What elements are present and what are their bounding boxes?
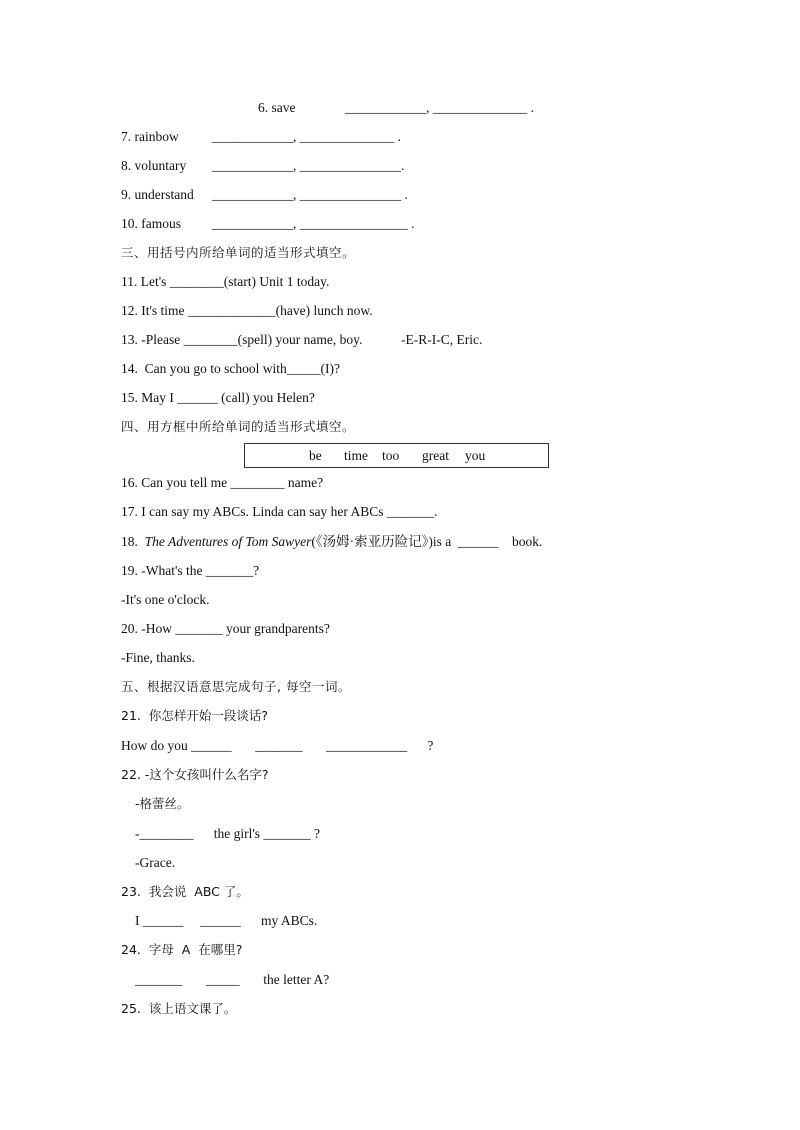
- section-5-heading: 五、根据汉语意思完成句子, 每空一词。: [121, 679, 351, 694]
- question-6-blank: ____________, ______________ .: [345, 100, 534, 115]
- question-10: 10. famous: [121, 216, 181, 231]
- section-3-heading: 三、用括号内所给单词的适当形式填空。: [121, 245, 356, 260]
- question-24: 24. 字母 A 在哪里?: [121, 942, 243, 957]
- question-22-english: -________ the girl's _______ ?: [135, 826, 321, 841]
- word-box-item: too: [382, 448, 400, 463]
- question-14: 14. Can you go to school with_____(I)?: [121, 361, 340, 376]
- question-18-rest: (《汤姆·索亚历险记》)is a ______ book.: [311, 534, 543, 549]
- word-box: [244, 443, 549, 468]
- section-4-heading: 四、用方框中所给单词的适当形式填空。: [121, 419, 356, 434]
- word-box-item: great: [422, 448, 449, 463]
- word-box-item: time: [344, 448, 368, 463]
- question-25: 25. 该上语文课了。: [121, 1001, 237, 1016]
- question-12: 12. It's time _____________(have) lunch now.: [121, 303, 373, 318]
- question-8-blank: ____________, _______________.: [212, 158, 405, 173]
- question-11: 11. Let's ________(start) Unit 1 today.: [121, 274, 330, 289]
- question-13: 13. -Please ________(spell) your name, boy.: [121, 332, 363, 347]
- question-21: 21. 你怎样开始一段谈话?: [121, 708, 268, 723]
- question-18: [121, 533, 542, 551]
- question-22-english-answer: -Grace.: [135, 855, 176, 870]
- question-20-answer: -Fine, thanks.: [121, 650, 195, 665]
- question-22-chinese-answer: -格蕾丝。: [135, 796, 190, 811]
- question-7-blank: ____________, ______________ .: [212, 129, 401, 144]
- question-7: 7. rainbow: [121, 129, 179, 144]
- word-box-item: be: [309, 448, 322, 463]
- question-18-number: 18.: [121, 534, 145, 549]
- question-6: 6. save: [258, 100, 296, 115]
- question-15: 15. May I ______ (call) you Helen?: [121, 390, 315, 405]
- question-20: 20. -How _______ your grandparents?: [121, 621, 330, 636]
- question-9-blank: ____________, _______________ .: [212, 187, 408, 202]
- question-19: 19. -What's the _______?: [121, 563, 260, 578]
- question-22: 22. -这个女孩叫什么名字?: [121, 767, 269, 782]
- question-13-answer: -E-R-I-C, Eric.: [401, 332, 483, 347]
- question-9: 9. understand: [121, 187, 194, 202]
- question-8: 8. voluntary: [121, 158, 187, 173]
- question-16: 16. Can you tell me ________ name?: [121, 475, 324, 490]
- book-title: The Adventures of Tom Sawyer: [144, 534, 312, 549]
- question-23-english: I ______ ______ my ABCs.: [135, 913, 318, 928]
- question-10-blank: ____________, ________________ .: [212, 216, 415, 231]
- question-19-answer: -It's one o'clock.: [121, 592, 210, 607]
- question-24-english: _______ _____ the letter A?: [135, 972, 330, 987]
- question-21-english: How do you ______ _______ ____________ ?: [121, 738, 434, 753]
- word-box-item: you: [465, 448, 486, 463]
- question-17: 17. I can say my ABCs. Linda can say her ABCs _______.: [121, 504, 438, 519]
- question-23: 23. 我会说 ABC 了。: [121, 884, 249, 899]
